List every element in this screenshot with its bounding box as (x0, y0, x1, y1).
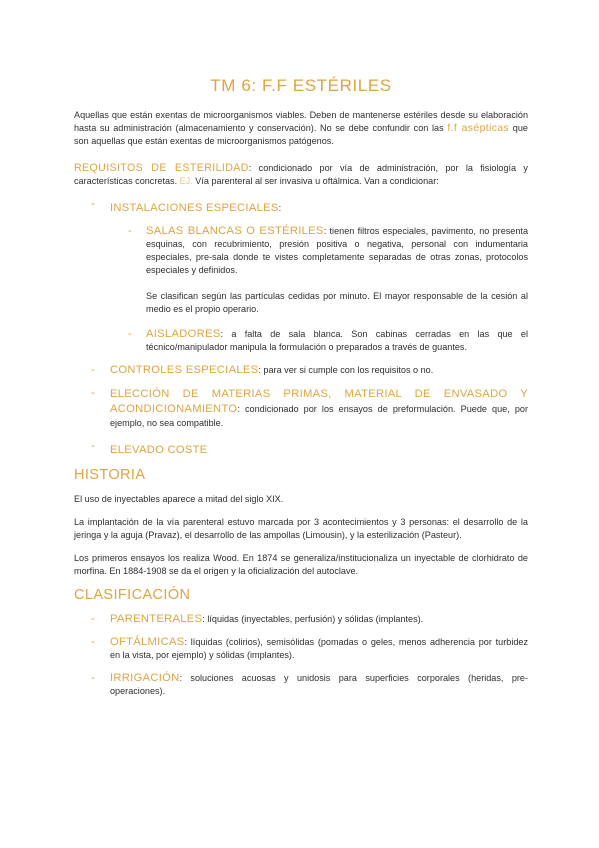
requisitos-text-2: Vía parenteral al ser invasiva u oftálmica. Van a condicionar: (192, 176, 439, 186)
aisladores-item (74, 328, 528, 354)
historia-p2: La implantación de la vía parenteral estuvo marcada por 3 acontecimientos y 3 personas: el desarrollo de la jeringa y la aguja (Pravaz), el desarrollo de las ampollas (Limousin), y la esterilización (Pasteur). (74, 517, 528, 540)
bullet-dash: - (91, 672, 95, 684)
instalaciones-colon: : (278, 203, 282, 213)
page-title: TM 6: F.F ESTÉRILES (210, 76, 392, 95)
salas-note: Se clasifican según las partículas cedidas por minuto. El mayor responsable de la cesión al medio es el propio operario. (146, 291, 528, 314)
clasificacion-item-irrigacion (74, 672, 528, 698)
aisladores-paragraph (146, 328, 528, 354)
bullet-dash: - (91, 364, 95, 376)
oftalmicas-paragraph (110, 636, 528, 662)
clasificacion-item-parenterales (74, 613, 528, 626)
clasificacion-item-oftalmicas (74, 636, 528, 662)
parenterales-heading: PARENTERALES (110, 613, 203, 625)
intro-term: f.f asépticas (447, 123, 510, 134)
intro-text-2: que son aquellas que están exentas de microorganismos patógenos. (74, 123, 528, 146)
coste-heading: ELEVADO COSTE (110, 444, 208, 456)
eleccion-text: : condicionado por los ensayos de preformulación. Puede que, por ejemplo, no sea compatible. (110, 404, 528, 428)
parenterales-paragraph (110, 613, 528, 626)
parenterales-text: : líquidas (inyectables, perfusión) y sólidas (implantes). (202, 614, 424, 624)
requisitos-ej: EJ. (179, 176, 193, 186)
oftalmicas-text: : líquidas (colirios), semisólidas (pomadas o geles, menos adherencia por turbidez en la vista, por ejemplo) y sólidas (implantes). (110, 637, 528, 660)
historia-heading: HISTORIA (74, 467, 146, 483)
eleccion-heading: ELECCIÓN DE MATERIAS PRIMAS, MATERIAL DE ENVASADO Y ACONDICIONAMIENTO (110, 388, 528, 415)
requisitos-text-1: : condicionado por vía de administración, por la fisiología y características concretas. (74, 163, 528, 186)
oftalmicas-heading: OFTÁLMICAS (110, 636, 185, 648)
eleccion-item (74, 387, 528, 430)
document-page (74, 70, 528, 698)
bullet-dash: - (91, 636, 95, 648)
controles-item (74, 364, 528, 377)
irrigacion-text: : soluciones acuosas y unidosis para superficies corporales (heridas, pre-operaciones). (110, 673, 528, 696)
bullet-dash: - (91, 440, 95, 452)
controles-text: : para ver si cumple con los requisitos o no. (258, 365, 434, 375)
salas-item (74, 225, 528, 277)
salas-heading: SALAS BLANCAS O ESTÉRILES (146, 225, 324, 237)
salas-text: : tienen filtros especiales, pavimento, no presenta esquinas, con recubrimiento, presión positiva o negativa, personal con indumentaria especiales, pre-sala donde te vistes completamente separadas de otras zonas, protocolos especiales y definidos. (146, 226, 528, 275)
historia-p1: El uso de inyectables aparece a mitad del siglo XIX. (74, 494, 284, 504)
clasificacion-heading: CLASIFICACIÓN (74, 587, 191, 603)
requisitos-paragraph (74, 162, 528, 188)
coste-item (74, 440, 528, 458)
bullet-dash: - (128, 328, 132, 340)
aisladores-text: : a falta de sala blanca. Son cabinas cerradas en las que el técnico/manipulador manipula la formulación o preparados a través de guantes. (146, 329, 528, 352)
eleccion-paragraph (110, 387, 528, 430)
aisladores-heading: AISLADORES (146, 328, 221, 340)
controles-paragraph (110, 364, 528, 377)
historia-p3: Los primeros ensayos los realiza Wood. En 1874 se generaliza/institucionaliza un inyectable de clorhidrato de morfina. En 1884-1908 se da el origen y la oficialización del autoclave. (74, 553, 528, 576)
requisitos-heading: REQUISITOS DE ESTERILIDAD (74, 162, 249, 174)
salas-paragraph (146, 225, 528, 277)
intro-text-1: Aquellas que están exentas de microorganismos viables. Deben de mantenerse estériles desde su elaboración hasta su administración (almacenamiento y conservación). No se debe confundir con las (74, 110, 528, 133)
bullet-dash: - (128, 225, 132, 237)
instalaciones-item (74, 198, 528, 216)
bullet-dash: - (91, 613, 95, 625)
controles-heading: CONTROLES ESPECIALES (110, 364, 259, 376)
intro-paragraph (74, 109, 528, 148)
instalaciones-heading: INSTALACIONES ESPECIALES (110, 202, 279, 214)
bullet-dash: - (91, 198, 95, 210)
bullet-dash: - (91, 387, 95, 399)
irrigacion-paragraph (110, 672, 528, 698)
irrigacion-heading: IRRIGACIÓN (110, 672, 180, 684)
